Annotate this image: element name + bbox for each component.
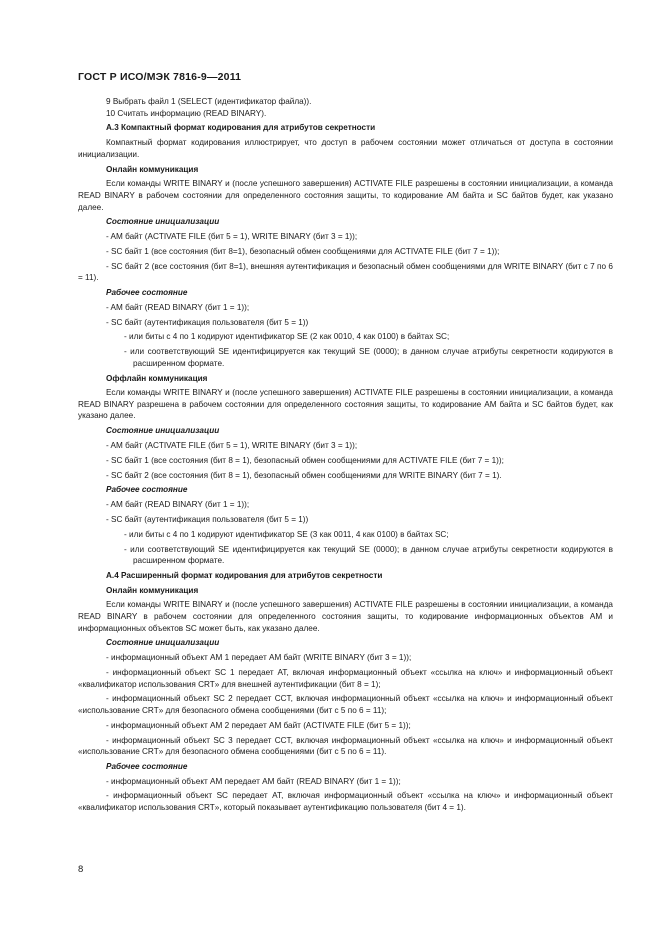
list-item: - AM байт (READ BINARY (бит 1 = 1)); [106, 302, 250, 312]
state-heading: Рабочее состояние [106, 288, 188, 297]
paragraph: Если команды WRITE BINARY и (после успешного завершения) ACTIVATE FILE разрешены в состоянии инициализации, а команда READ BINARY в рабочем состоянии для определенного состояния защиты, то кодирование информационных объектов AM и информационных объектов SC может быть, как указано далее. [78, 600, 613, 633]
subsection-heading: Онлайн коммуникация [106, 164, 199, 174]
list-item: - информационный объект SC 2 передает CCT, включая информационный объект «ссылка на ключ» и информационный объект «использование CRT» для безопасного обмена сообщениями (бит с 5 по 6 = 11); [78, 694, 613, 715]
state-heading: Состояние инициализации [106, 426, 220, 436]
list-item: - AM байт (ACTIVATE FILE (бит 5 = 1), WRITE BINARY (бит 3 = 1)); [106, 232, 358, 242]
list-item: - информационный объект SC 3 передает CCT, включая информационный объект «ссылка на ключ» и информационный объект «использование CRT» для безопасного обмена сообщениями (бит с 5 по 6 = 11). [78, 735, 613, 757]
section-heading: А.3 Компактный формат кодирования для атрибутов секретности [106, 123, 376, 133]
list-item: - SC байт 1 (все состояния (бит 8=1), безопасный обмен сообщениями для ACTIVATE FILE (бит 7 = 1)); [106, 246, 500, 256]
step-item: 10 Считать информацию (READ BINARY). [106, 108, 267, 118]
sub-list-item: - или биты с 4 по 1 кодируют идентификатор SE (3 как 0011, 4 как 0100) в байтах SC; [124, 529, 449, 539]
state-heading: Рабочее состояние [106, 761, 188, 771]
list-item: - SC байт 2 (все состояния (бит 8=1), внешняя аутентификация и безопасный обмен сообщениями для WRITE BINARY (бит с 7 по 6 = 11). [78, 261, 613, 283]
section-heading: А.4 Расширенный формат кодирования для атрибутов секретности [106, 570, 383, 580]
state-heading: Состояние инициализации [106, 638, 220, 648]
paragraph: Если команды WRITE BINARY и (после успешного завершения) ACTIVATE FILE разрешены в состоянии инициализации, а команда READ BINARY разрешена в рабочем состоянии для определенного состояния защиты, то кодирование AM байта и SC байтов будет, как указано далее. [78, 388, 613, 421]
list-item: - SC байт 2 (все состояния (бит 8 = 1), безопасный обмен сообщениями для WRITE BINARY (бит 7 = 1). [106, 470, 502, 480]
list-item: - информационный объект SC передает AT, включая информационный объект «ссылка на ключ» и информационный объект «квалификатор использования CRT», который показывает аутентификацию пользователя (бит 4 = 1). [78, 791, 613, 813]
list-item: - SC байт (аутентификация пользователя (бит 5 = 1)) [106, 317, 309, 327]
list-item: - информационный объект SC 1 передает AT, включая информационный объект «ссылка на ключ» и информационный объект «квалификатор использования CRT» для внешней аутентификации (бит 8 = 1); [78, 667, 613, 689]
paragraph: Компактный формат кодирования иллюстрирует, что доступ в рабочем состоянии может отличаться от доступа в состоянии инициализации. [78, 138, 613, 159]
sub-list-item: - или соответствующий SE идентифицируется как текущий SE (0000); в данном случае атрибуты секретности кодируются в расширенном формате. [124, 544, 613, 566]
page-number: 8 [78, 864, 84, 875]
list-item: - информационный объект AM передает AM байт (READ BINARY (бит 1 = 1)); [106, 776, 401, 786]
subsection-heading: Онлайн коммуникация [106, 585, 199, 595]
list-item: - информационный объект AM 2 передает AM байт (ACTIVATE FILE (бит 5 = 1)); [106, 720, 411, 730]
list-item: - AM байт (ACTIVATE FILE (бит 5 = 1), WRITE BINARY (бит 3 = 1)); [106, 441, 358, 451]
document-body [78, 96, 613, 814]
list-item: - SC байт 1 (все состояния (бит 8 = 1), безопасный обмен сообщениями для ACTIVATE FILE (бит 7 = 1)); [106, 455, 504, 465]
paragraph: Если команды WRITE BINARY и (после успешного завершения) ACTIVATE FILE разрешены в состоянии инициализации, а команда READ BINARY в рабочем состоянии для определенного состояния защиты, то кодирование AM байта и SC байтов будет, как указано далее. [78, 179, 613, 212]
document-header: ГОСТ Р ИСО/МЭК 7816-9—2011 [78, 71, 242, 83]
subsection-heading: Оффлайн коммуникация [106, 373, 208, 383]
state-heading: Рабочее состояние [106, 485, 188, 495]
step-item: 9 Выбрать файл 1 (SELECT (идентификатор файла)). [106, 97, 312, 106]
list-item: - SC байт (аутентификация пользователя (бит 5 = 1)) [106, 514, 309, 524]
sub-list-item: - или соответствующий SE идентифицируется как текущий SE (0000); в данном случае атрибуты секретности кодируются в расширенном формате. [124, 347, 613, 368]
state-heading: Состояние инициализации [106, 217, 220, 227]
sub-list-item: - или биты с 4 по 1 кодируют идентификатор SE (2 как 0010, 4 как 0100) в байтах SC; [124, 332, 450, 342]
list-item: - AM байт (READ BINARY (бит 1 = 1)); [106, 500, 250, 510]
list-item: - информационный объект AM 1 передает AM байт (WRITE BINARY (бит 3 = 1)); [106, 653, 412, 663]
